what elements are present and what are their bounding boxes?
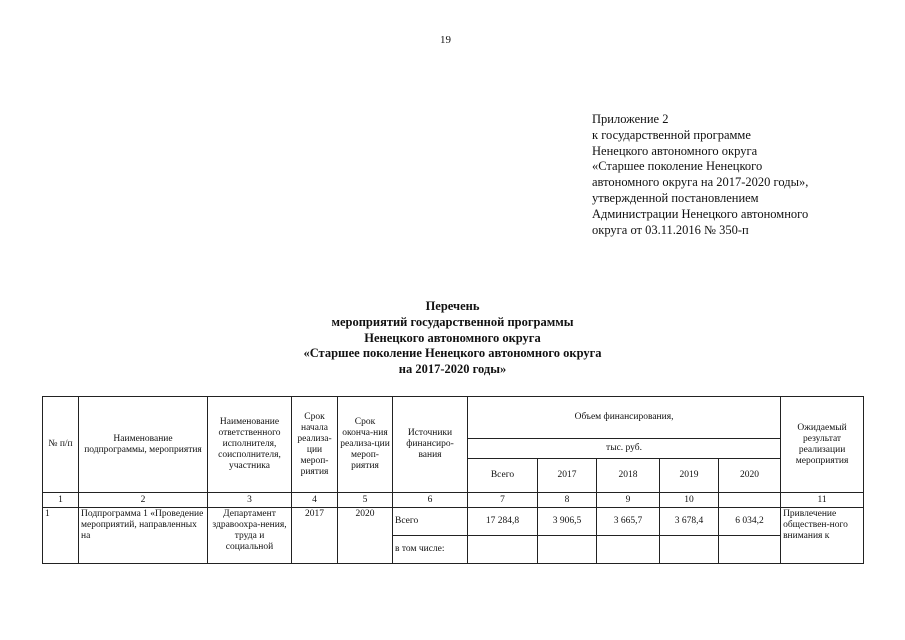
- empty-cell: [660, 536, 719, 564]
- empty-cell: [597, 536, 660, 564]
- column-number: 10: [660, 493, 719, 508]
- row-2018: 3 665,7: [597, 508, 660, 536]
- header-funding: Объем финансирования,: [468, 397, 781, 439]
- appendix-line: округа от 03.11.2016 № 350-п: [592, 222, 749, 237]
- header-2017: 2017: [538, 459, 597, 493]
- appendix-line: Ненецкого автономного округа: [592, 143, 758, 158]
- row-name: Подпрограмма 1 «Проведение мероприятий, направленных на: [79, 508, 208, 564]
- measures-table: [42, 396, 864, 564]
- column-number: 3: [208, 493, 292, 508]
- appendix-line: утвержденной постановлением: [592, 190, 759, 205]
- row-start: 2017: [292, 508, 338, 564]
- header-funding-unit: тыс. руб.: [468, 439, 781, 459]
- title-line: Перечень: [425, 299, 480, 313]
- header-name: Наименование подпрограммы, мероприятия: [79, 397, 208, 493]
- column-number: 1: [43, 493, 79, 508]
- appendix-block: [592, 112, 808, 238]
- appendix-line: автономного округа на 2017-2020 годы»,: [592, 175, 809, 190]
- row-2020: 6 034,2: [719, 508, 781, 536]
- row-source-total: Всего: [393, 508, 468, 536]
- column-number: 8: [538, 493, 597, 508]
- column-number: 5: [338, 493, 393, 508]
- empty-cell: [538, 536, 597, 564]
- column-number-row: [43, 493, 864, 508]
- title-line: мероприятий государственной программы: [331, 314, 574, 329]
- table-row: [43, 508, 864, 536]
- header-source: Источники финансиро-вания: [393, 397, 468, 493]
- appendix-line: Приложение 2: [592, 112, 669, 126]
- header-2019: 2019: [660, 459, 719, 493]
- appendix-line: Администрации Ненецкого автономного: [592, 206, 809, 221]
- header-result: Ожидаемый результат реализации мероприятия: [781, 397, 864, 493]
- column-number: 11: [781, 493, 864, 508]
- row-end: 2020: [338, 508, 393, 564]
- empty-cell: [719, 536, 781, 564]
- page-number: 19: [440, 34, 451, 46]
- title-line: на 2017-2020 годы»: [398, 362, 507, 377]
- row-source-including: в том числе:: [393, 536, 468, 564]
- title-line: «Старшее поколение Ненецкого автономного округа: [303, 346, 602, 361]
- row-num: 1: [43, 508, 79, 564]
- document-title: [200, 299, 705, 378]
- header-executor: Наименование ответственного исполнителя, соисполнителя, участника: [208, 397, 292, 493]
- column-number: [719, 493, 781, 508]
- header-start: Срок начала реализа-ции мероп-риятия: [292, 397, 338, 493]
- row-2019: 3 678,4: [660, 508, 719, 536]
- appendix-line: «Старшее поколение Ненецкого: [592, 159, 763, 174]
- row-total: 17 284,8: [468, 508, 538, 536]
- column-number: 4: [292, 493, 338, 508]
- header-total: Всего: [468, 459, 538, 493]
- row-executor: Департамент здравоохра-нения, труда и социальной: [208, 508, 292, 564]
- header-num: № п/п: [43, 397, 79, 493]
- title-line: Ненецкого автономного округа: [364, 330, 541, 345]
- appendix-line: к государственной программе: [592, 127, 751, 142]
- header-2020: 2020: [719, 459, 781, 493]
- row-2017: 3 906,5: [538, 508, 597, 536]
- header-2018: 2018: [597, 459, 660, 493]
- empty-cell: [468, 536, 538, 564]
- column-number: 7: [468, 493, 538, 508]
- row-result: Привлечение обществен-ного внимания к: [781, 508, 864, 564]
- column-number: 2: [79, 493, 208, 508]
- column-number: 9: [597, 493, 660, 508]
- column-number: 6: [393, 493, 468, 508]
- header-end: Срок оконча-ния реализа-ции мероп-риятия: [338, 397, 393, 493]
